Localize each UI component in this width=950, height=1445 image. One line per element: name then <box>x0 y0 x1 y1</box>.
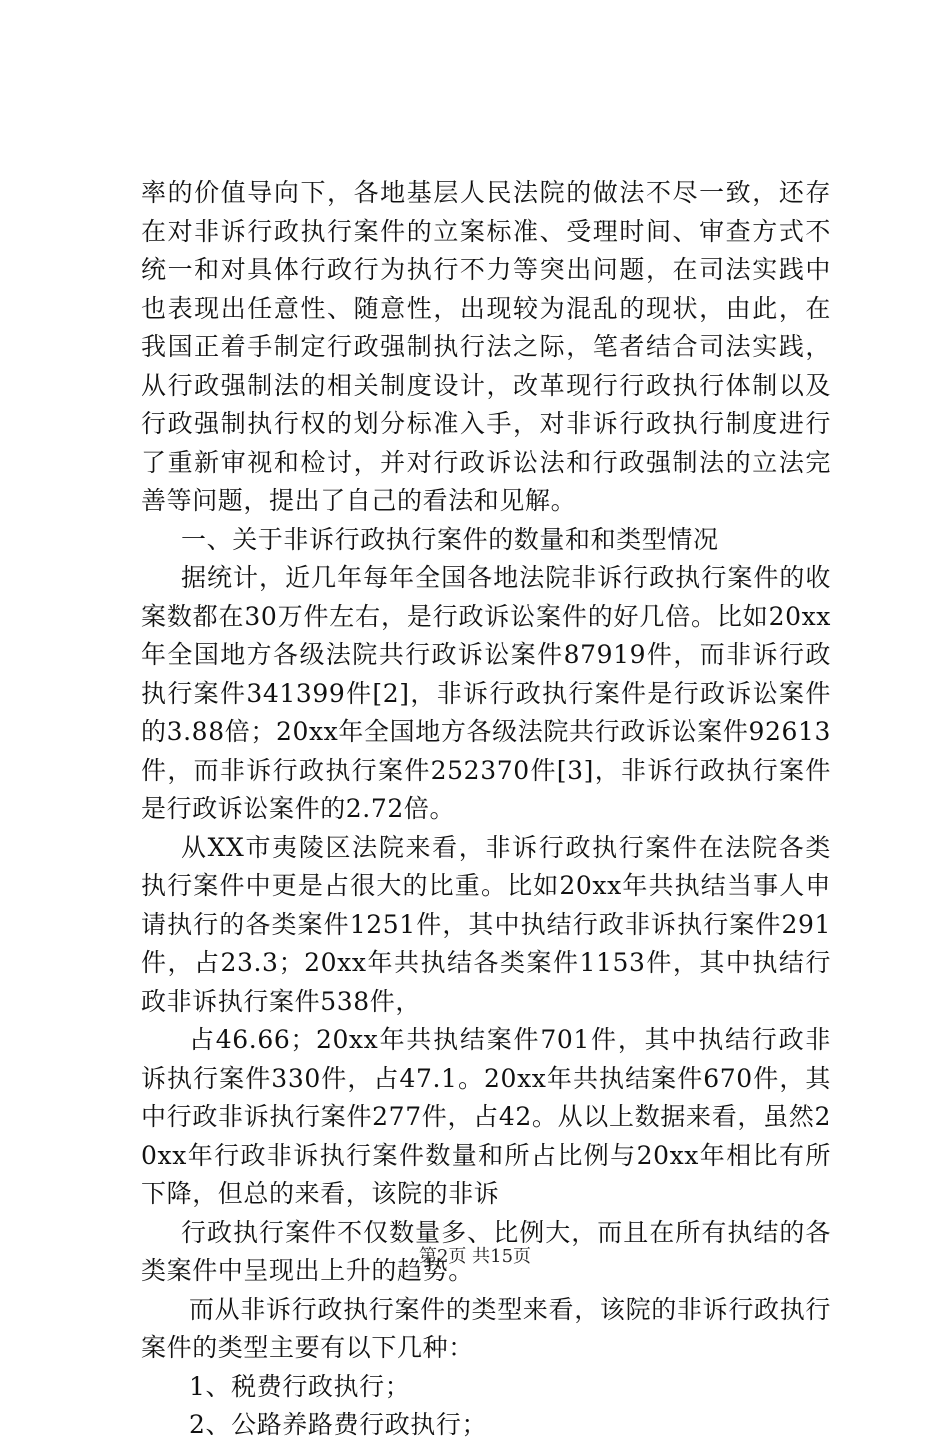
paragraph-yiling-court: 从XX市夷陵区法院来看，非诉行政执行案件在法院各类执行案件中更是占很大的比重。比如20xx年共执结当事人申请执行的各类案件1251件，其中执结行政非诉执行案件291件，占23.3；20xx年共执结各类案件1153件，其中执结行政非诉执行案件538件， <box>141 832 831 1016</box>
list-item-tax: 1、税费行政执行； <box>189 1371 411 1401</box>
section-heading-one: 一、关于非诉行政执行案件的数量和和类型情况 <box>181 524 719 554</box>
paragraph-case-types: 而从非诉行政执行案件的类型来看，该院的非诉行政执行案件的类型主要有以下几种： <box>141 1294 831 1362</box>
paragraph-intro-continued: 率的价值导向下，各地基层人民法院的做法不尽一致，还存在对非诉行政执行案件的立案标准、受理时间、审查方式不统一和对具体行政行为执行不力等突出问题，在司法实践中也表现出任意性、随意性，出现较为混乱的现状，由此，在我国正着手制定行政强制执行法之际，笔者结合司法实践，从行政强制法的相关制度设计，改革现行行政执行体制以及行政强制执行权的划分标准入手，对非诉行政执行制度进行了重新审视和检讨，并对行政诉讼法和行政强制法的立法完善等问题，提出了自己的看法和见解。 <box>141 178 831 515</box>
paragraph-yiling-continued: 占46.66；20xx年共执结案件701件，其中执结行政非诉执行案件330件，占47.1。20xx年共执结案件670件，其中行政非诉执行案件277件，占42。从以上数据来看，虽然20xx年行政非诉执行案件数量和所占比例与20xx年相比有所下降，但总的来看，该院的非诉 <box>141 1025 831 1208</box>
paragraph-trend: 行政执行案件不仅数量多、比例大，而且在所有执结的各类案件中呈现出上升的趋势。 <box>141 1217 831 1285</box>
paragraph-national-statistics: 据统计，近几年每年全国各地法院非诉行政执行案件的收案数都在30万件左右，是行政诉讼案件的好几倍。比如20xx年全国地方各级法院共行政诉讼案件87919件，而非诉行政执行案件341399件[2]，非诉行政执行案件是行政诉讼案件的3.88倍；20xx年全国地方各级法院共行政诉讼案件92613件，而非诉行政执行案件252370件[3]，非诉行政执行案件是行政诉讼案件的2.72倍。 <box>141 563 831 823</box>
page-footer: 第2页 共15页 <box>418 1246 532 1267</box>
list-item-road-fee: 2、公路养路费行政执行； <box>189 1410 488 1439</box>
